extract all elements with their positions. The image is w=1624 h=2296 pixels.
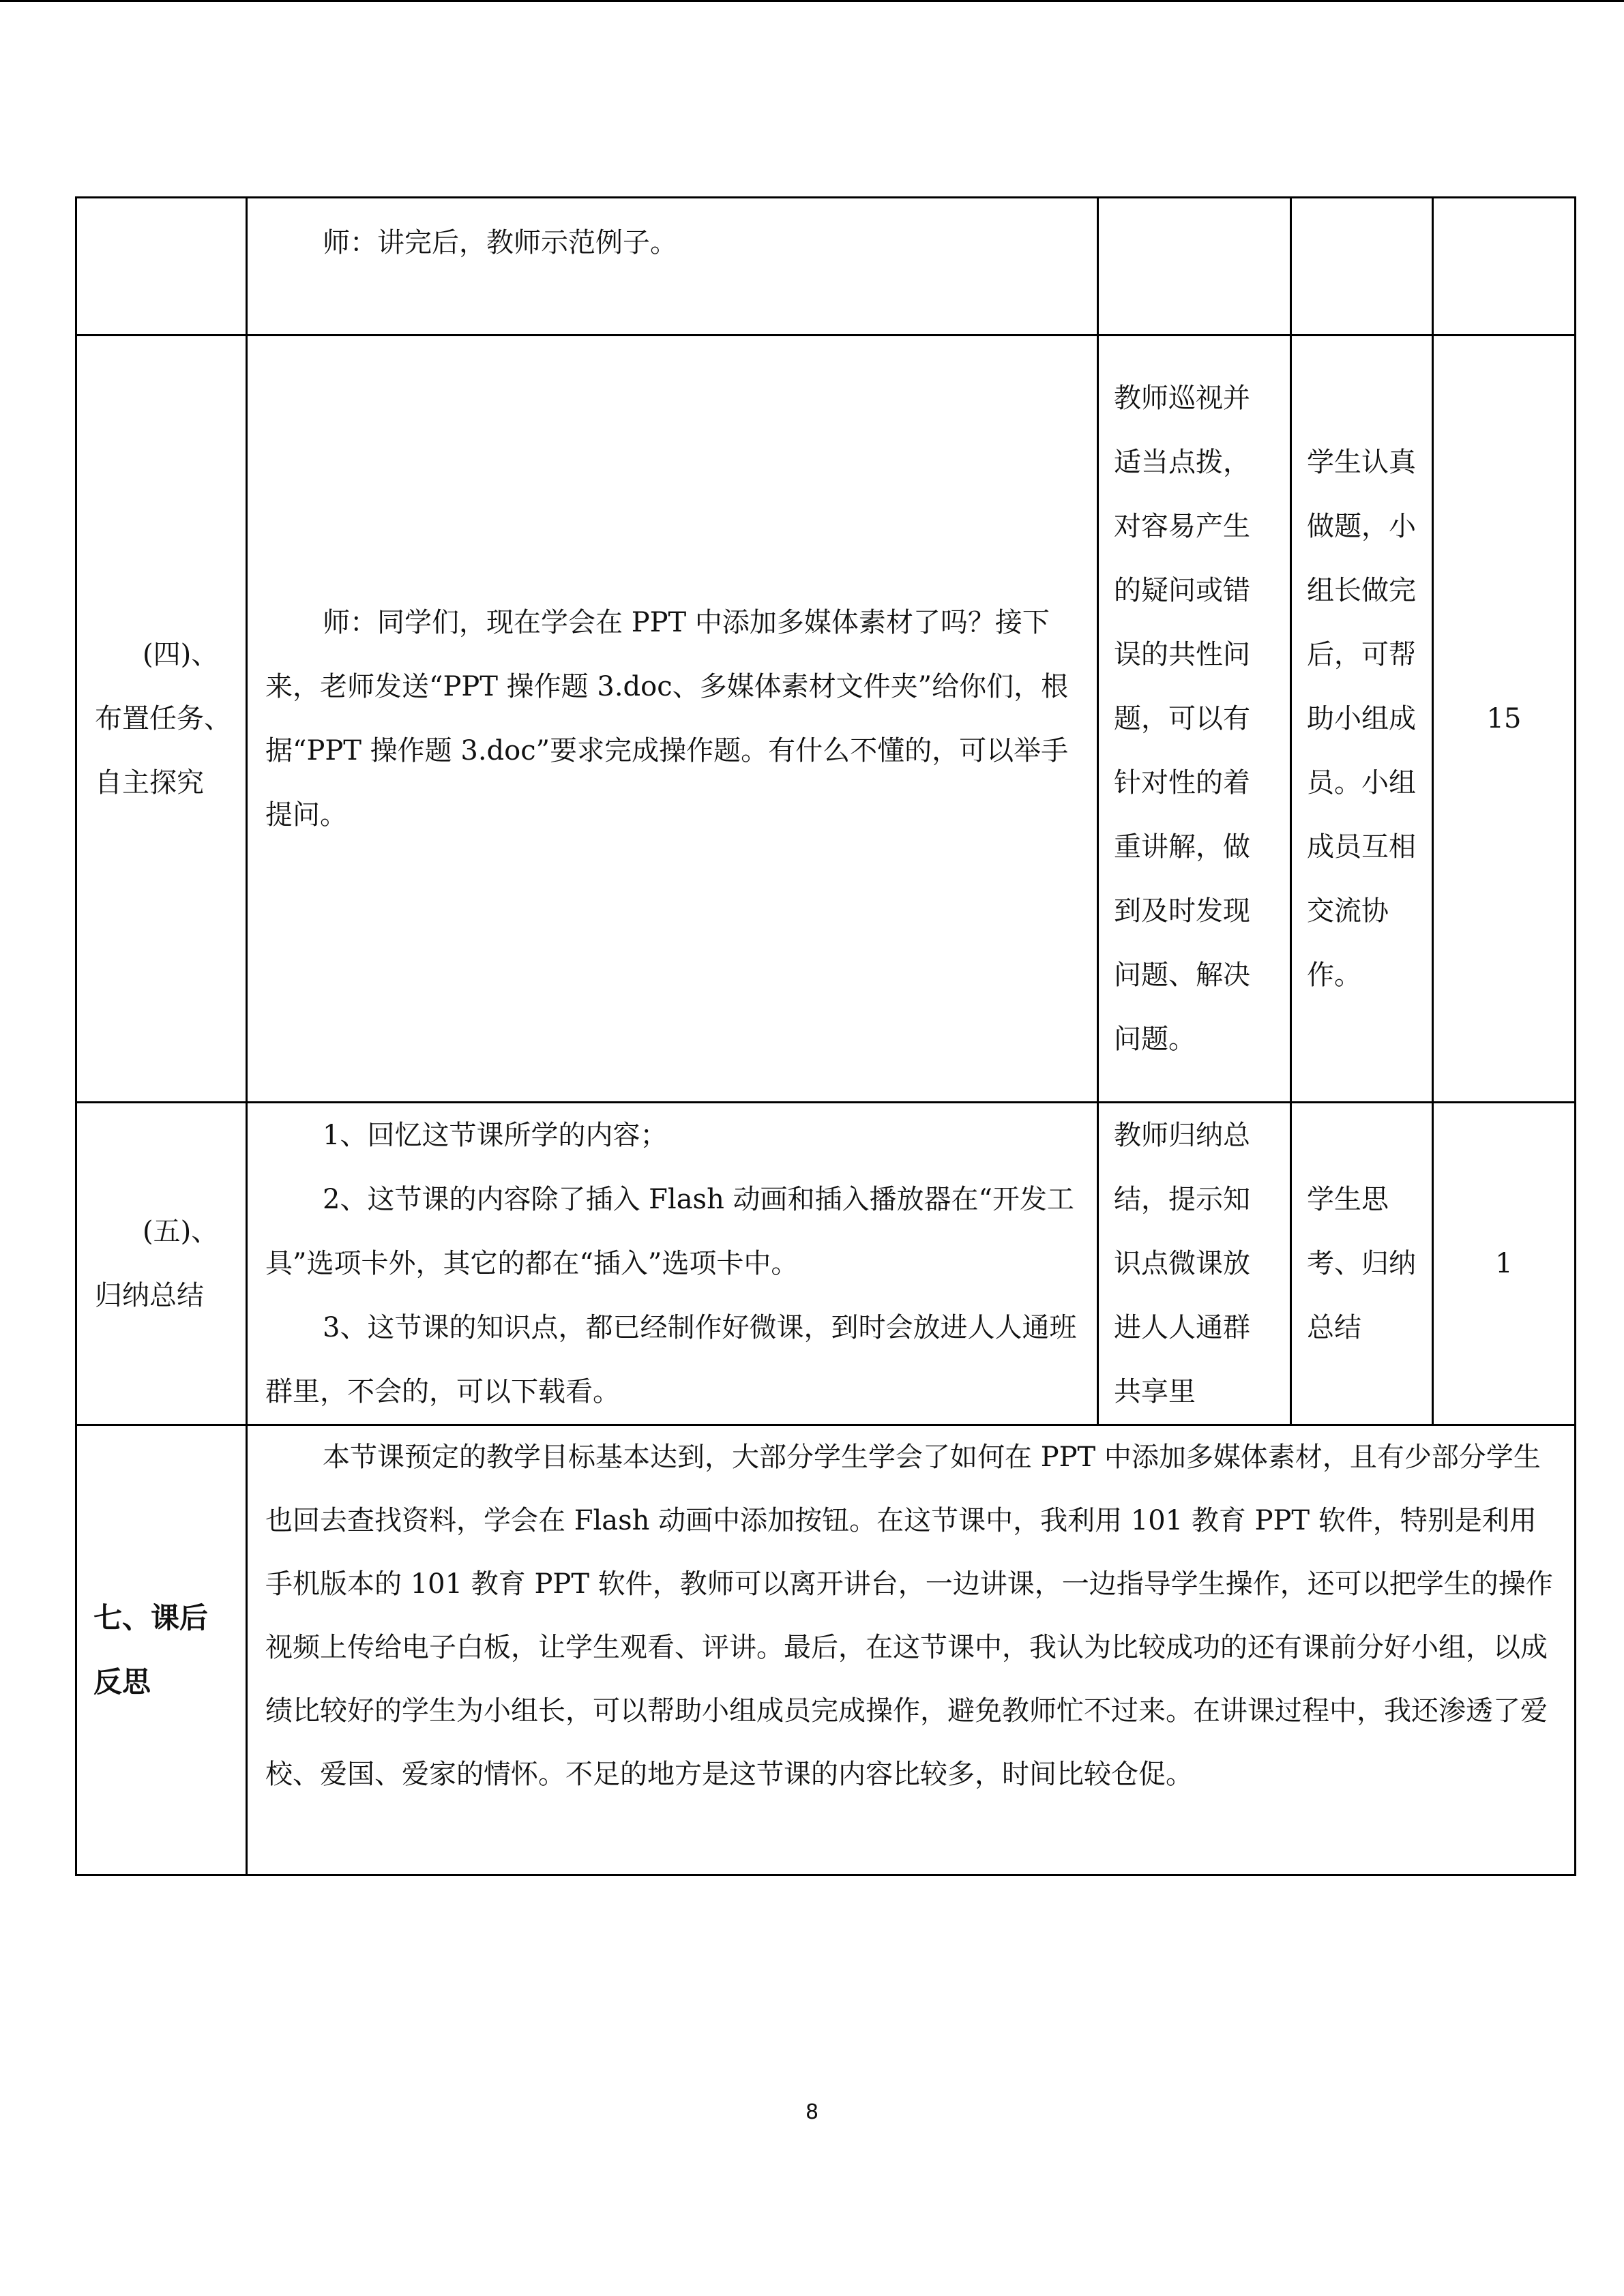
page-number: 8 — [805, 2100, 819, 2124]
lesson-plan-table — [75, 196, 1576, 1876]
reflection-heading: 七、课后反思 — [76, 1425, 247, 1875]
stage-name: 归纳总结 — [95, 1280, 204, 1311]
student-activity-cell: 学生认真做题，小组长做完后，可帮助小组成员。小组成员互相交流协作。 — [1291, 336, 1433, 1103]
table-row-continuation — [76, 198, 1576, 336]
table-row-reflection — [76, 1425, 1576, 1875]
content-item: 1、回忆这节课所学的内容； — [323, 1120, 668, 1151]
teacher-activity-cell: 教师归纳总结，提示知识点微课放进人人通群共享里 — [1098, 1103, 1291, 1425]
table-row-stage5 — [76, 1103, 1576, 1425]
reflection-cell — [247, 1425, 1576, 1875]
content-cell — [247, 198, 1098, 336]
time-cell: 15 — [1433, 336, 1576, 1103]
time-cell: 1 — [1433, 1103, 1576, 1425]
top-border-line — [0, 0, 1624, 2]
teacher-activity-cell — [1098, 198, 1291, 336]
student-activity-cell: 学生思考、归纳总结 — [1291, 1103, 1433, 1425]
content-cell — [247, 336, 1098, 1103]
stage-cell — [76, 1103, 247, 1425]
stage-name: 布置任务、自主探究 — [95, 703, 231, 799]
content-item: 3、这节课的知识点，都已经制作好微课，到时会放进人人通班群里，不会的，可以下载看。 — [265, 1312, 1077, 1407]
content-item: 2、这节课的内容除了插入 Flash 动画和插入播放器在“开发工具”选项卡外，其它的都在“插入”选项卡中。 — [265, 1184, 1075, 1279]
table-row-stage4 — [76, 336, 1576, 1103]
stage-cell-empty — [76, 198, 247, 336]
stage-title: (四)、 — [143, 639, 219, 670]
time-cell — [1433, 198, 1576, 336]
reflection-text: 本节课预定的教学目标基本达到，大部分学生学会了如何在 PPT 中添加多媒体素材，且有少部分学生也回去查找资料，学会在 Flash 动画中添加按钮。在这节课中，我利用 101 教育 PPT 软件，特别是利用手机版本的 101 教育 PPT 软件，教师可以离开讲台，一边讲课，一边指导学生操作，还可以把学生的操作视频上传给电子白板，让学生观看、评讲。最后，在这节课中，我认为比较成功的还有课前分好小组，以成绩比较好的学生为小组长，可以帮助小组成员完成操作，避免教师忙不过来。在讲课过程中，我还渗透了爱校、爱国、爱家的情怀。不足的地方是这节课的内容比较多，时间比较仓促。 — [265, 1442, 1553, 1790]
teacher-activity-cell: 教师巡视并适当点拨，对容易产生的疑问或错误的共性问题，可以有针对性的着重讲解，做到及时发现问题、解决问题。 — [1098, 336, 1291, 1103]
content-text: 师：同学们，现在学会在 PPT 中添加多媒体素材了吗？接下来，老师发送“PPT 操作题 3.doc、多媒体素材文件夹”给你们，根据“PPT 操作题 3.doc”要求完成操作题。有什么不懂的，可以举手提问。 — [265, 607, 1069, 831]
stage-title: (五)、 — [143, 1216, 219, 1247]
student-activity-cell — [1291, 198, 1433, 336]
content-cell — [247, 1103, 1098, 1425]
stage-cell — [76, 336, 247, 1103]
content-text: 师：讲完后，教师示范例子。 — [323, 227, 677, 258]
